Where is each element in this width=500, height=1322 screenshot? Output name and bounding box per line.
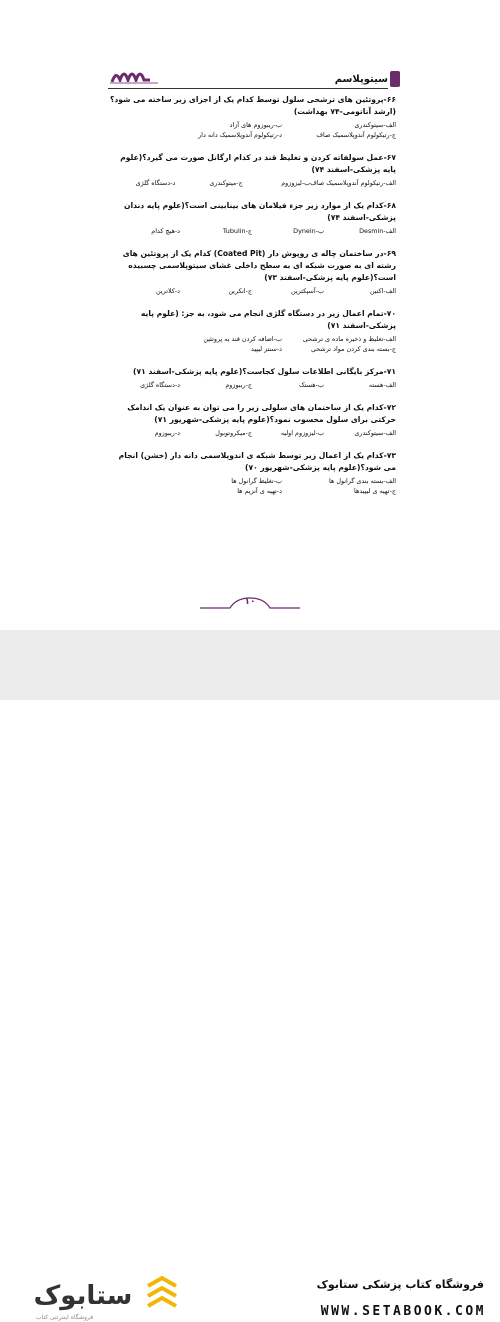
question-text: ۷۳-کدام یک از اعمال زیر توسط شبکه ی اندوپلاسمی دانه دار (خشن) انجام می شود؟(علوم پایه پزشکی-شهریور ۷۰) [118,451,396,472]
option: ب-ریبوزوم های آزاد [229,121,282,129]
store-url[interactable]: WWW.SETABOOK.COM [320,1304,486,1319]
question-options [108,334,396,354]
chapter-title: سیتوپلاسم [334,74,388,85]
option: الف-اکتین [369,287,396,295]
option: ب-Dynein [293,227,324,235]
option: د-تهیه ی آنزیم ها [237,487,282,495]
question [108,248,396,296]
option: د-ریبوزوم [154,429,180,437]
option: ج-انکرین [228,287,252,295]
option: ب-تغلیظ گرانول ها [231,477,282,485]
question-options [108,380,396,390]
option: الف-رتیکولوم آندوپلاسمیک صاف [310,179,396,187]
option: ج-بسته بندی کردن مواد ترشحی [310,345,396,353]
header-rule [108,88,388,89]
question [108,200,396,236]
option: الف-بسته بندی گرانول ها [328,477,396,485]
brand-logo [110,66,160,86]
option: د-رتیکولوم آندوپلاسمیک دانه دار [198,131,282,139]
question-options [108,226,396,236]
question-options [108,120,396,140]
setabook-logo [8,1270,183,1322]
question [108,402,396,438]
option: ج-میتوکندری [209,179,243,187]
option: الف-هسته [368,381,396,389]
question [108,450,396,496]
question [108,94,396,140]
option: الف-Desmin [359,227,396,235]
header-tab [390,71,400,87]
option: د-سنتز لیپید [250,345,282,353]
option: ج-تهیه ی لیپیدها [354,487,396,495]
store-name: فروشگاه کتاب پزشکی ستابوک [316,1278,484,1291]
option: د-کلاترین [156,287,180,295]
option: ب-اضافه کردن قند به پروتئین [203,335,282,343]
option: ج-میکروتوبول [215,429,252,437]
question [108,308,396,354]
questions-list [108,94,396,508]
option: ج-Tubulin [222,227,252,235]
question-options [108,476,396,496]
question-text: ۶۹-در ساختمان چاله ی روپوش دار (Coated Pit) کدام یک از پروتئین های رشته ای به صورت شبکه ای به سطح داخلی غشای سیتوپلاسمی چسبیده است؟(علوم پایه پزشکی-اسفند ۷۳) [122,249,396,282]
option: د-دستگاه گلژی [135,179,176,187]
footer-banner [0,630,500,1321]
option: ب-آسپکترین [290,287,324,295]
option: د-هیچ کدام [151,227,180,235]
option: ج-ریبوزوم [225,381,252,389]
question-text: ۷۱-مرکز بایگانی اطلاعات سلول کجاست؟(علوم پایه پزشکی-اسفند ۷۱) [133,367,396,376]
question [108,366,396,390]
question-options [108,178,396,188]
question-text: ۷۲-کدام یک از ساختمان های سلولی زیر را می توان به عنوان یک اندامک حرکتی برای سلول محسوب نمود؟(علوم پایه پزشکی-شهریور ۷۱) [127,403,396,424]
question-text: ۶۶-پروتئین های ترشحی سلول توسط کدام یک از اجزای زیر ساخته می شود؟(ارشد آناتومی-۷۴ بهداشت) [109,95,396,116]
question-options [108,428,396,438]
page-number: ۱۰ [244,597,256,607]
option: د-دستگاه گلژی [140,381,180,389]
question-text: ۶۸-کدام یک از موارد زیر جزء فیلامان های بینابینی است؟(علوم پایه دندان پزشکی-اسفند ۷۴) [123,201,396,222]
book-page [0,0,500,630]
question-options [108,286,396,296]
question-text: ۷۰-تمام اعمال زیر در دستگاه گلژی انجام می شود، به جز: (علوم پایه پزشکی-اسفند ۷۱) [140,309,396,330]
option: الف-سیتوکندری [354,121,396,129]
question-text: ۶۷-عمل سولفاته کردن و تغلیظ قند در کدام ارگانل صورت می گیرد؟(علوم پایه پزشکی-اسفند ۷۴) [120,153,396,174]
option: ب-هستک [298,381,324,389]
logo-subtitle: فروشگاه اینترنتی کتاب [36,1314,94,1321]
logo-text: ستابوک [33,1281,133,1311]
option: ب-لیزوزوم اولیه [280,429,324,437]
option: ب-لیزوزوم [281,179,311,187]
option: الف-تغلیظ و ذخیره ماده ی ترشحی [302,335,396,343]
option: الف-سیتوکندری [354,429,396,437]
question [108,152,396,188]
option: ج-رتیکولوم آندوپلاسمیک صاف [316,131,396,139]
